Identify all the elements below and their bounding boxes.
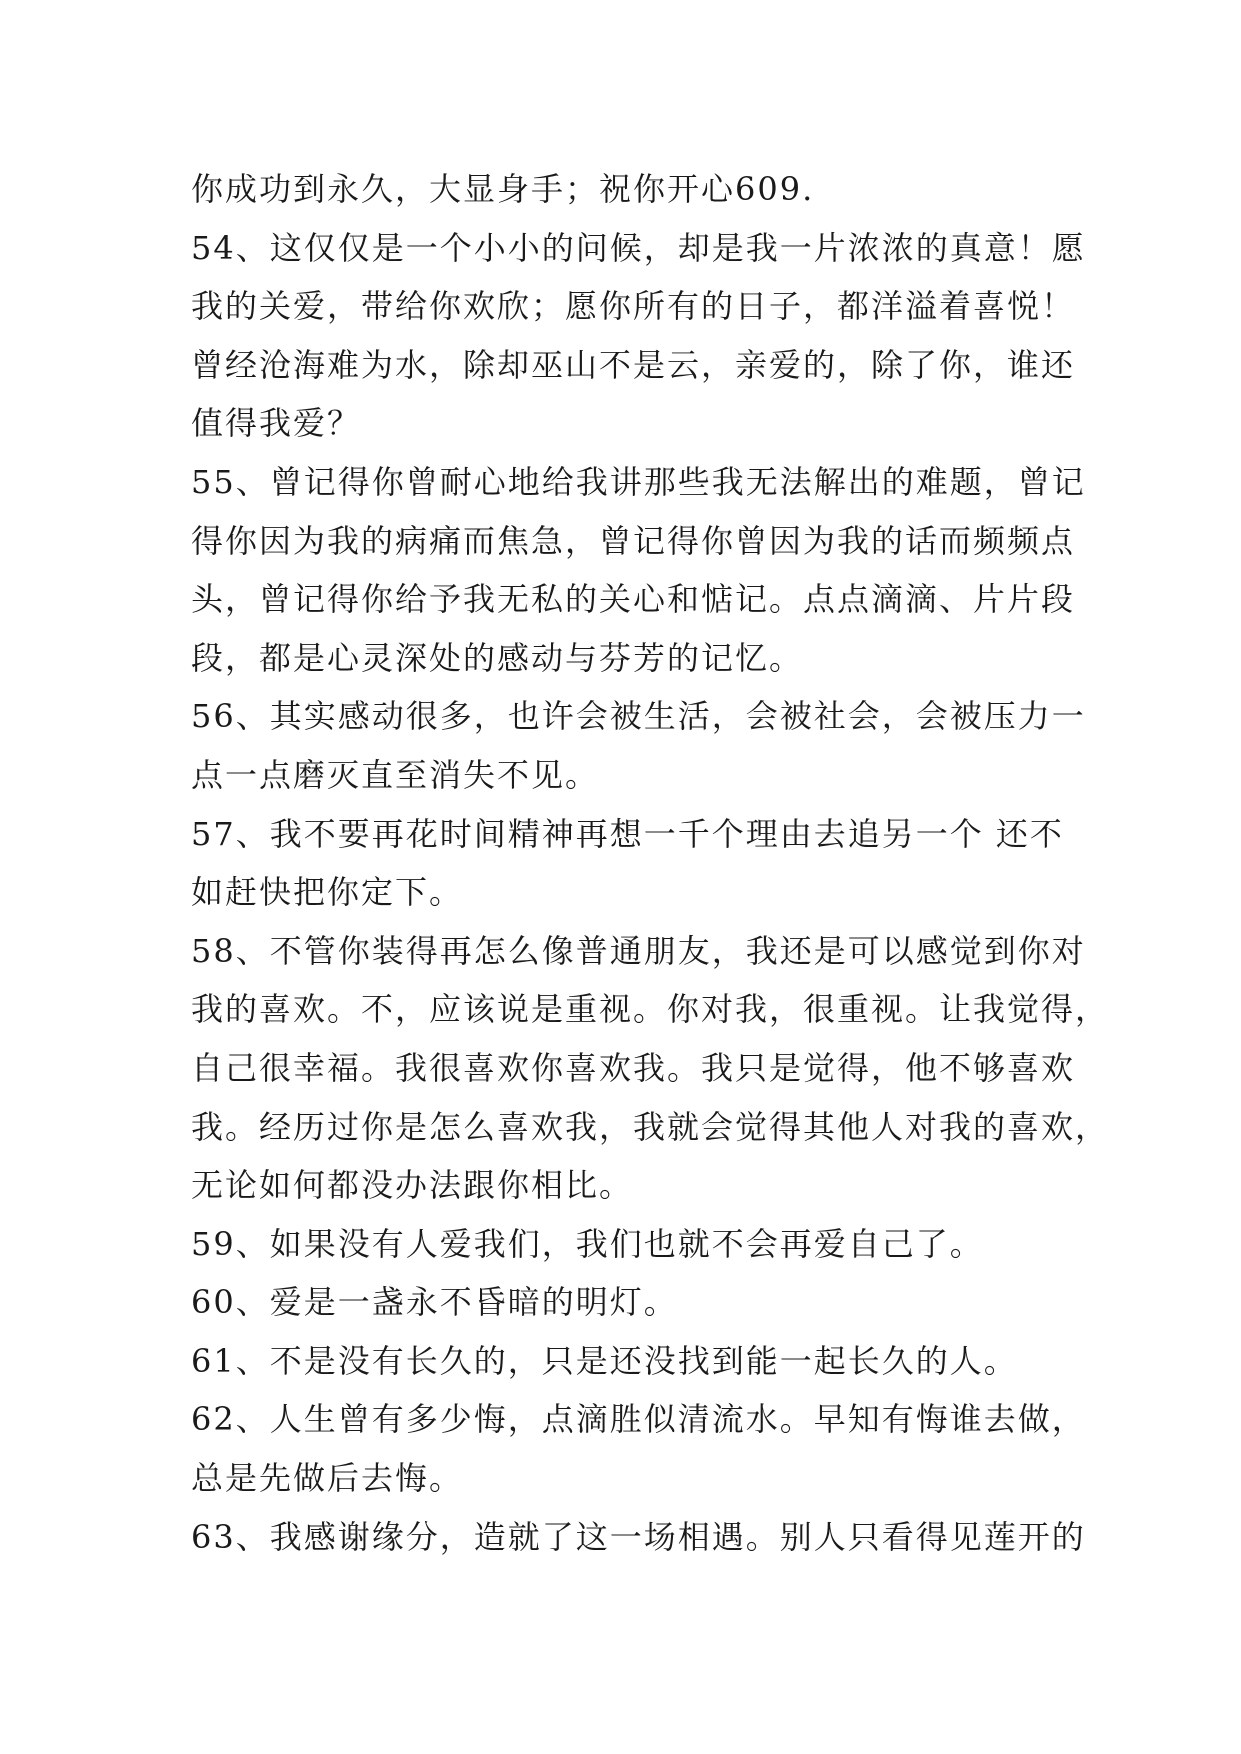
text-line: 曾经沧海难为水，除却巫山不是云，亲爱的，除了你，谁还 (191, 345, 1076, 384)
text-line: 55、曾记得你曾耐心地给我讲那些我无法解出的难题，曾记 (191, 462, 1086, 501)
text-line: 段，都是心灵深处的感动与芬芳的记忆。 (191, 638, 804, 677)
text-line: 自己很幸福。我很喜欢你喜欢我。我只是觉得，他不够喜欢 (191, 1048, 1076, 1087)
text-line: 如赶快把你定下。 (191, 873, 464, 912)
text-line: 你成功到永久，大显身手；祝你开心609. (191, 170, 815, 208)
text-line: 无论如何都没办法跟你相比。 (191, 1166, 634, 1205)
text-line: 57、我不要再花时间精神再想一千个理由去追另一个 还不 (191, 814, 1064, 853)
text-line: 62、人生曾有多少悔，点滴胜似清流水。早知有悔谁去做， (191, 1400, 1086, 1439)
text-line: 59、如果没有人爱我们，我们也就不会再爱自己了。 (191, 1224, 984, 1263)
text-line: 56、其实感动很多，也许会被生活，会被社会，会被压力一 (191, 697, 1086, 736)
text-line: 头，曾记得你给予我无私的关心和惦记。点点滴滴、片片段 (191, 580, 1076, 619)
text-line: 60、爱是一盏永不昏暗的明灯。 (191, 1283, 678, 1322)
body-text (191, 160, 1110, 1566)
text-line: 58、不管你装得再怎么像普通朋友，我还是可以感觉到你对 (191, 931, 1086, 970)
text-line: 我。经历过你是怎么喜欢我，我就会觉得其他人对我的喜欢， (191, 1107, 1110, 1146)
text-line: 54、这仅仅是一个小小的问候，却是我一片浓浓的真意！愿 (191, 228, 1086, 267)
text-line: 63、我感谢缘分，造就了这一场相遇。别人只看得见莲开的 (191, 1517, 1086, 1556)
text-line: 值得我爱？ (191, 404, 362, 443)
text-line: 61、不是没有长久的，只是还没找到能一起长久的人。 (191, 1341, 1018, 1380)
text-line: 我的关爱，带给你欢欣；愿你所有的日子，都洋溢着喜悦！ (191, 287, 1076, 326)
text-line: 点一点磨灭直至消失不见。 (191, 755, 600, 794)
text-line: 我的喜欢。不，应该说是重视。你对我，很重视。让我觉得， (191, 990, 1110, 1029)
text-line: 总是先做后去悔。 (191, 1459, 464, 1498)
text-line: 得你因为我的病痛而焦急，曾记得你曾因为我的话而频频点 (191, 521, 1076, 560)
